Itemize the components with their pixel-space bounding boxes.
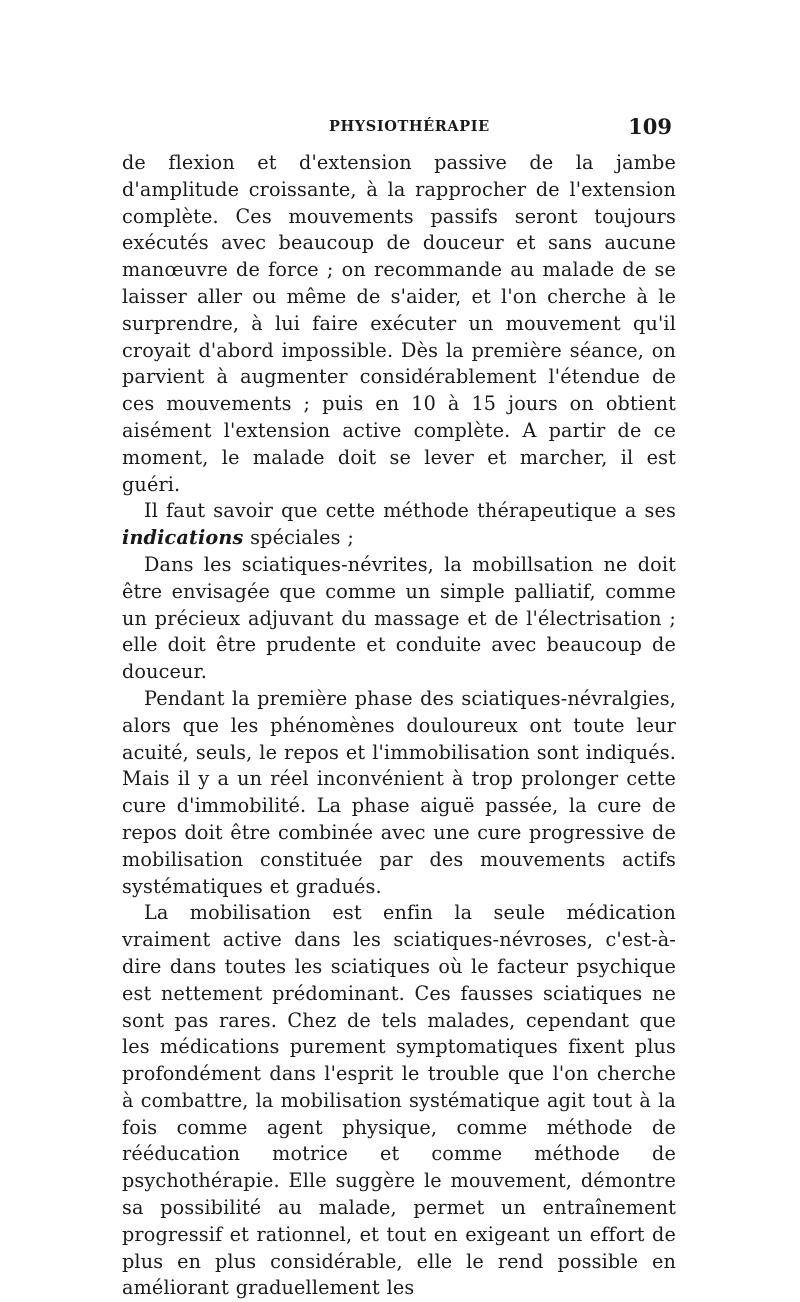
running-head (122, 114, 682, 140)
paragraph-nevroses: La mobilisation est enfin la seule médication vraiment active dans les sciatiques-névroses, c'est-à-dire dans toutes les sciatiques où le facteur psychique est nettement prédominant. Ces fausses sciatiques ne sont pas rares. Chez de tels malades, cependant que les médications purement symptomatiques fixent plus profondément dans l'esprit le trouble que l'on cherche à combattre, la mobilisation systématique agit tout à la fois comme agent physique, comme méthode de rééducation motrice et comme méthode de psychothérapie. Elle suggère le mouvement, démontre sa possibilité au malade, permet un entraînement progressif et rationnel, et tout en exigeant un effort de plus en plus considérable, elle le rend possible en améliorant graduellement les (122, 901, 676, 1300)
paragraph-indications-before: Il faut savoir que cette méthode thérapeutique a ses (144, 499, 676, 523)
paragraph-nevrites: Dans les sciatiques-névrites, la mobillsation ne doit être envisagée que comme un simple palliatif, comme un précieux adjuvant du massage et de l'électrisation ; elle doit être prudente et conduite avec beaucoup de douceur. (122, 552, 676, 684)
emphasis-indications: indications (122, 526, 244, 550)
paragraph-nevralgies: Pendant la première phase des sciatiques-névralgies, alors que les phénomènes douloureux ont toute leur acuité, seuls, le repos et l'immobilisation sont indiqués. Mais il y a un réel inconvénient à trop prolonger cette cure d'immobilité. La phase aiguë passée, la cure de repos doit être combinée avec une cure progressive de mobilisation constituée par des mouvements actifs systématiques et gradués. (122, 686, 676, 898)
paragraph-continuation: de flexion et d'extension passive de la jambe d'amplitude croissante, à la rapprocher de l'extension complète. Ces mouvements passifs seront toujours exécutés avec beaucoup de douceur et sans aucune manœuvre de force ; on recommande au malade de se laisser aller ou même de s'aider, et l'on cherche à le surprendre, à lui faire exécuter un mouvement qu'il croyait d'abord impossible. Dès la première séance, on parvient à augmenter considérablement l'étendue de ces mouvements ; puis en 10 à 15 jours on obtient aisément l'extension active complète. A partir de ce moment, le malade doit se lever et marcher, il est guéri. (122, 151, 676, 496)
running-title: PHYSIOTHÉRAPIE (329, 118, 490, 135)
body-text (122, 150, 676, 1302)
page-number: 109 (628, 114, 672, 139)
paragraph-indications (122, 498, 676, 552)
paragraph-indications-after: spéciales ; (243, 526, 355, 550)
